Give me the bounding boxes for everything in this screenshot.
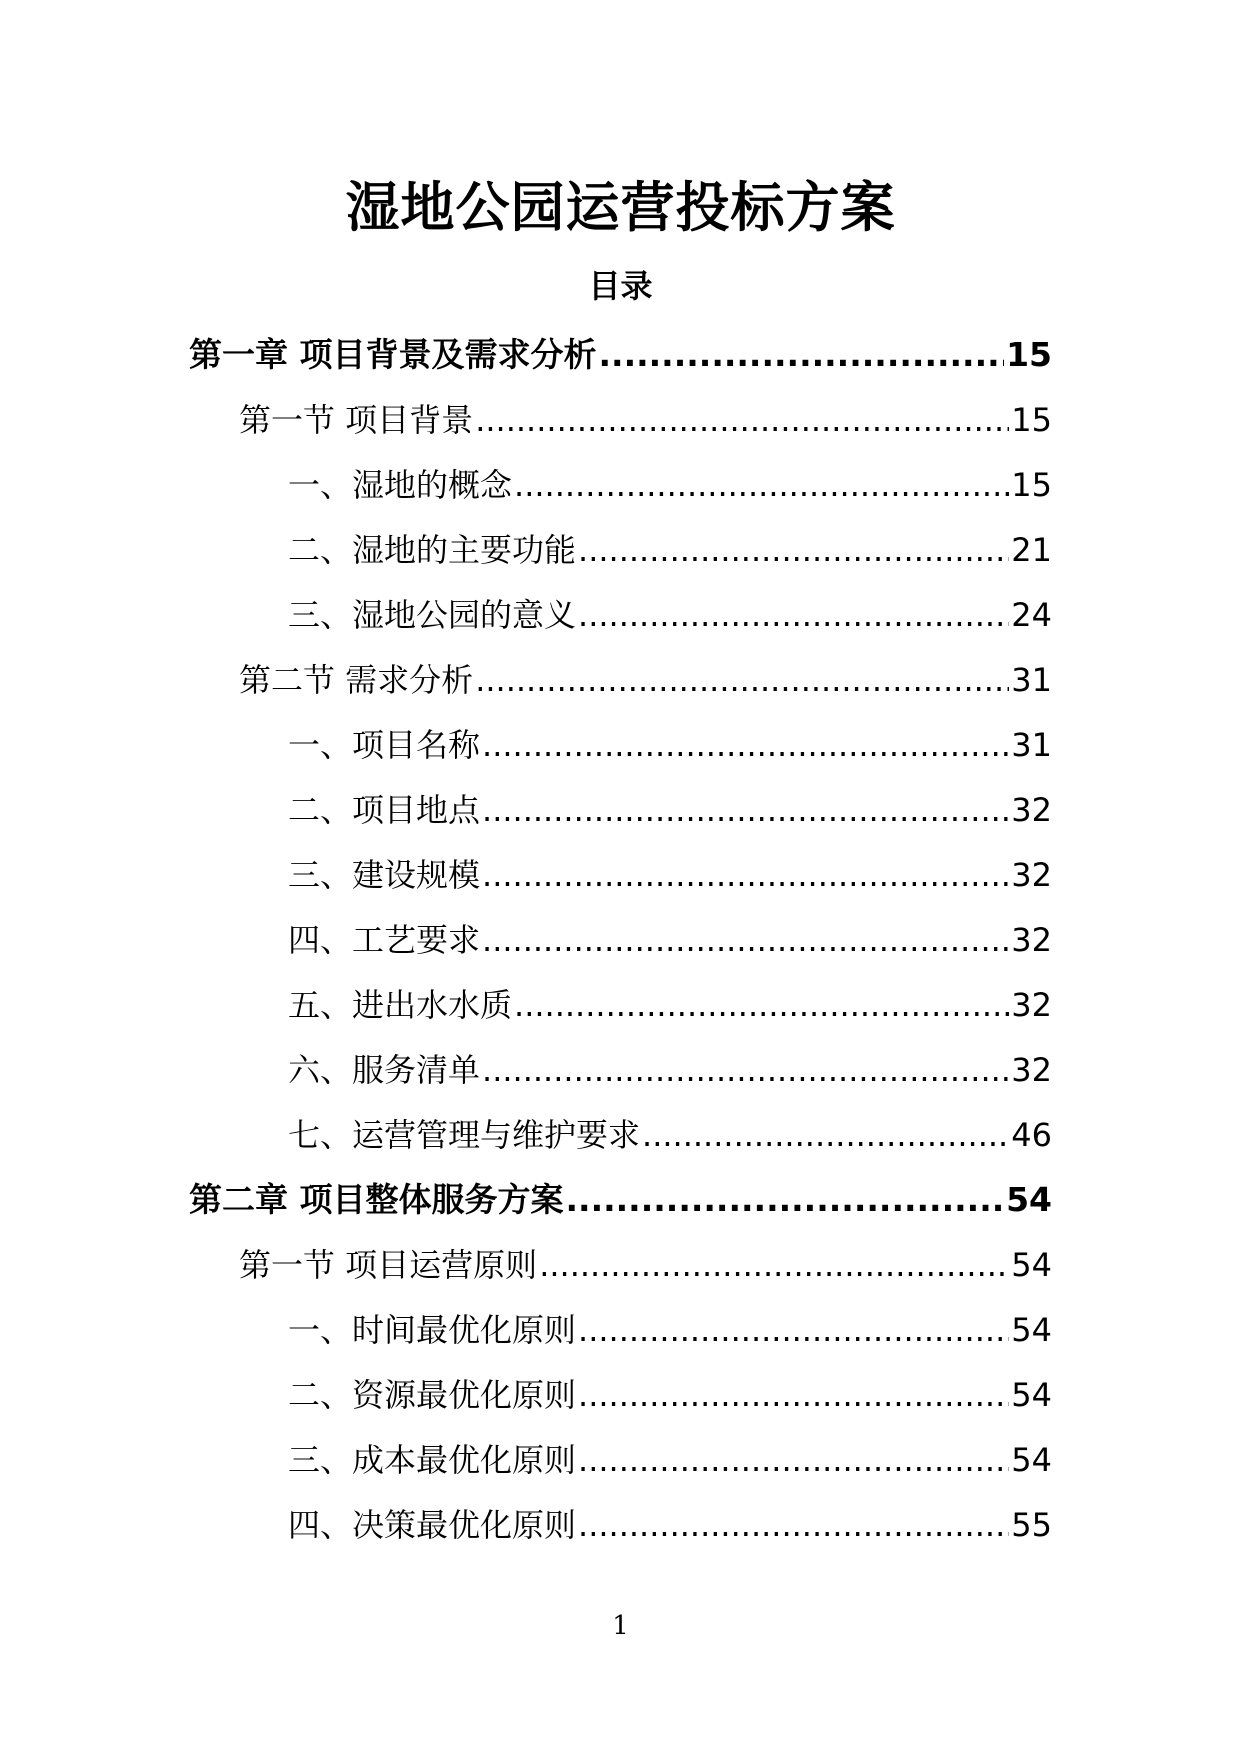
toc-entry-page: 32 xyxy=(1011,1050,1052,1089)
toc-entry-label: 三、成本最优化原则 xyxy=(288,1440,577,1479)
toc-entry-label: 五、进出水水质 xyxy=(288,985,513,1024)
toc-entry-chapter-2[interactable] xyxy=(0,1167,1241,1232)
toc-dot-leader xyxy=(642,1113,1009,1157)
toc-dot-leader xyxy=(475,398,1009,442)
toc-entry-label: 第二节 需求分析 xyxy=(239,660,474,699)
toc-dot-leader xyxy=(482,918,1009,962)
table-of-contents xyxy=(0,322,1241,1557)
toc-entry-subsection[interactable] xyxy=(0,972,1241,1037)
toc-entry-page: 32 xyxy=(1011,920,1052,959)
toc-entry-subsection[interactable] xyxy=(0,1362,1241,1427)
toc-dot-leader xyxy=(599,333,1005,377)
toc-entry-section[interactable] xyxy=(0,387,1241,452)
toc-dot-leader xyxy=(514,983,1009,1027)
toc-entry-subsection[interactable] xyxy=(0,907,1241,972)
toc-dot-leader xyxy=(566,1178,1005,1222)
toc-entry-subsection[interactable] xyxy=(0,1037,1241,1102)
toc-entry-label: 六、服务清单 xyxy=(288,1050,481,1089)
toc-dot-leader xyxy=(482,1048,1009,1092)
toc-entry-page: 54 xyxy=(1011,1245,1052,1284)
toc-entry-section[interactable] xyxy=(0,1232,1241,1297)
toc-entry-section[interactable] xyxy=(0,647,1241,712)
toc-entry-page: 32 xyxy=(1011,985,1052,1024)
toc-entry-chapter-1[interactable] xyxy=(0,322,1241,387)
toc-entry-label: 四、工艺要求 xyxy=(288,920,481,959)
toc-heading: 目录 xyxy=(588,267,653,305)
toc-entry-page: 24 xyxy=(1011,595,1052,634)
toc-entry-page: 54 xyxy=(1011,1310,1052,1349)
toc-entry-label: 第一章 项目背景及需求分析 xyxy=(189,334,597,374)
toc-dot-leader xyxy=(578,528,1009,572)
toc-entry-page: 54 xyxy=(1011,1440,1052,1479)
page-number: 1 xyxy=(612,1611,629,1641)
toc-entry-subsection[interactable] xyxy=(0,1427,1241,1492)
toc-entry-page: 15 xyxy=(1006,334,1052,374)
toc-dot-leader xyxy=(578,1308,1009,1352)
toc-entry-page: 21 xyxy=(1011,530,1052,569)
toc-dot-leader xyxy=(482,788,1009,832)
toc-entry-subsection[interactable] xyxy=(0,452,1241,517)
toc-entry-page: 15 xyxy=(1011,400,1052,439)
toc-entry-subsection[interactable] xyxy=(0,842,1241,907)
toc-entry-subsection[interactable] xyxy=(0,1492,1241,1557)
toc-entry-label: 七、运营管理与维护要求 xyxy=(288,1115,641,1154)
toc-entry-page: 46 xyxy=(1011,1115,1052,1154)
toc-dot-leader xyxy=(578,1438,1009,1482)
toc-dot-leader xyxy=(578,593,1009,637)
toc-dot-leader xyxy=(539,1243,1009,1287)
toc-entry-label: 二、资源最优化原则 xyxy=(288,1375,577,1414)
toc-entry-subsection[interactable] xyxy=(0,517,1241,582)
toc-entry-subsection[interactable] xyxy=(0,777,1241,842)
toc-entry-label: 一、时间最优化原则 xyxy=(288,1310,577,1349)
toc-entry-subsection[interactable] xyxy=(0,1102,1241,1167)
toc-entry-page: 31 xyxy=(1011,725,1052,764)
toc-entry-page: 55 xyxy=(1011,1505,1052,1544)
toc-entry-label: 三、湿地公园的意义 xyxy=(288,595,577,634)
toc-entry-label: 二、湿地的主要功能 xyxy=(288,530,577,569)
toc-entry-subsection[interactable] xyxy=(0,712,1241,777)
toc-entry-subsection[interactable] xyxy=(0,1297,1241,1362)
toc-entry-subsection[interactable] xyxy=(0,582,1241,647)
toc-dot-leader xyxy=(475,658,1009,702)
toc-entry-page: 32 xyxy=(1011,790,1052,829)
toc-entry-label: 四、决策最优化原则 xyxy=(288,1505,577,1544)
toc-entry-page: 15 xyxy=(1011,465,1052,504)
toc-entry-label: 第二章 项目整体服务方案 xyxy=(189,1179,564,1219)
toc-dot-leader xyxy=(578,1373,1009,1417)
toc-dot-leader xyxy=(514,463,1009,507)
toc-entry-page: 32 xyxy=(1011,855,1052,894)
toc-entry-page: 54 xyxy=(1006,1179,1052,1219)
toc-entry-label: 一、项目名称 xyxy=(288,725,481,764)
toc-dot-leader xyxy=(578,1503,1009,1547)
toc-entry-label: 三、建设规模 xyxy=(288,855,481,894)
toc-entry-label: 一、湿地的概念 xyxy=(288,465,513,504)
toc-dot-leader xyxy=(482,853,1009,897)
toc-entry-label: 第一节 项目背景 xyxy=(239,400,474,439)
toc-entry-label: 第一节 项目运营原则 xyxy=(239,1245,538,1284)
toc-entry-page: 54 xyxy=(1011,1375,1052,1414)
toc-entry-page: 31 xyxy=(1011,660,1052,699)
document-title: 湿地公园运营投标方案 xyxy=(345,176,896,239)
toc-dot-leader xyxy=(482,723,1009,767)
toc-entry-label: 二、项目地点 xyxy=(288,790,481,829)
